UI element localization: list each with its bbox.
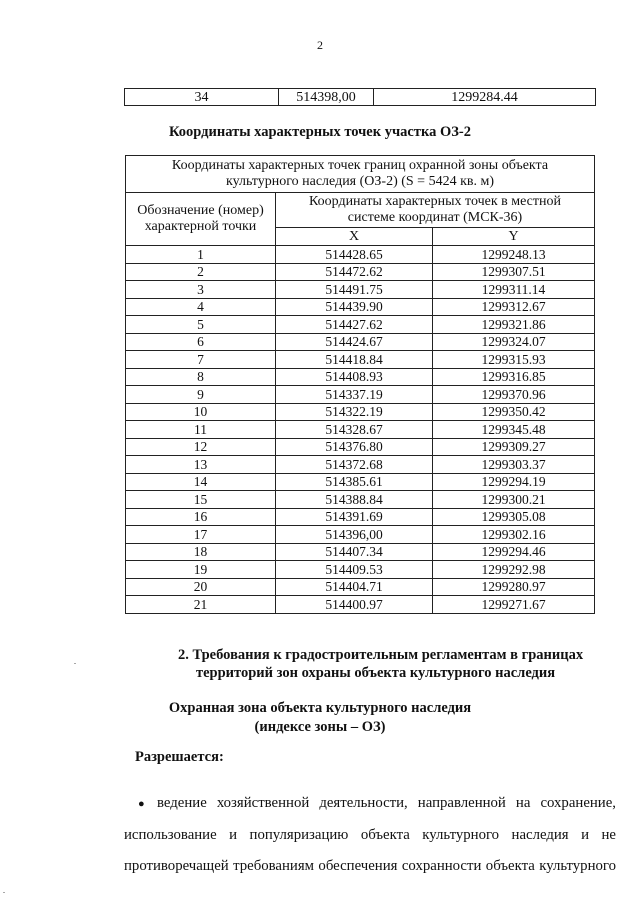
x-coordinate-cell: 514385.61: [276, 473, 433, 491]
table-row: [126, 491, 595, 509]
requirements-heading-line2: территорий зон охраны объекта культурного наследия: [196, 665, 556, 681]
table-row: [126, 351, 595, 369]
table-row: [125, 89, 596, 106]
point-number-cell: 11: [126, 421, 276, 439]
table-caption-row: [126, 156, 595, 193]
allowed-label: Разрешается:: [135, 749, 224, 765]
x-coordinate-cell: 514398,00: [279, 89, 374, 106]
header-line: Координаты характерных точек в местной: [308, 194, 561, 209]
paragraph-line: противоречащей требованиям обеспечения сохранности объекта культурного: [124, 858, 616, 874]
table-row: [126, 281, 595, 299]
point-number-cell: 21: [126, 596, 276, 614]
x-coordinate-cell: 514391.69: [276, 508, 433, 526]
x-coordinate-cell: 514322.19: [276, 403, 433, 421]
zone-title-line2: (индексе зоны – ОЗ): [254, 719, 386, 735]
x-coordinate-cell: 514409.53: [276, 561, 433, 579]
x-coordinate-cell: 514328.67: [276, 421, 433, 439]
header-line: Обозначение (номер): [137, 203, 264, 218]
y-coordinate-cell: 1299292.98: [433, 561, 595, 579]
point-number-cell: 17: [126, 526, 276, 544]
point-number-cell: 8: [126, 368, 276, 386]
y-coordinate-cell: 1299303.37: [433, 456, 595, 474]
table-row: [126, 263, 595, 281]
x-coordinate-cell: 514407.34: [276, 543, 433, 561]
y-coordinate-cell: 1299316.85: [433, 368, 595, 386]
y-coordinate-cell: 1299284.44: [374, 89, 596, 106]
scan-speck: .: [74, 657, 76, 666]
point-number-cell: 2: [126, 263, 276, 281]
table-caption: [126, 156, 595, 193]
table-body: [126, 246, 595, 614]
point-number-cell: 12: [126, 438, 276, 456]
point-number-cell: 1: [126, 246, 276, 264]
table-row: [126, 596, 595, 614]
y-coordinate-cell: 1299345.48: [433, 421, 595, 439]
table-row: [126, 508, 595, 526]
y-coordinate-cell: 1299305.08: [433, 508, 595, 526]
x-coordinate-cell: 514396,00: [276, 526, 433, 544]
x-coordinate-cell: 514424.67: [276, 333, 433, 351]
y-coordinate-cell: 1299271.67: [433, 596, 595, 614]
point-number-cell: 15: [126, 491, 276, 509]
x-coordinate-cell: 514472.62: [276, 263, 433, 281]
y-coordinate-cell: 1299311.14: [433, 281, 595, 299]
table-row: [126, 438, 595, 456]
caption-line: культурного наследия (ОЗ-2) (S = 5424 кв. м): [225, 174, 495, 189]
y-coordinate-cell: 1299307.51: [433, 263, 595, 281]
x-coordinate-cell: 514491.75: [276, 281, 433, 299]
y-coordinate-cell: 1299302.16: [433, 526, 595, 544]
paragraph-text: ведение хозяйственной деятельности, направленной на сохранение,: [157, 795, 616, 811]
page-number: 2: [317, 38, 323, 52]
x-coordinate-cell: 514400.97: [276, 596, 433, 614]
x-coordinate-cell: 514408.93: [276, 368, 433, 386]
x-coordinate-cell: 514428.65: [276, 246, 433, 264]
table-row: [126, 386, 595, 404]
x-coordinate-cell: 514388.84: [276, 491, 433, 509]
table-row: [126, 473, 595, 491]
point-number-cell: 3: [126, 281, 276, 299]
y-coordinate-cell: 1299324.07: [433, 333, 595, 351]
table-row: [126, 578, 595, 596]
x-coordinate-cell: 514427.62: [276, 316, 433, 334]
coordinates-table: [125, 155, 595, 614]
point-number-cell: 18: [126, 543, 276, 561]
requirements-heading-line1: 2. Требования к градостроительным регламентам в границах: [178, 647, 584, 663]
table-row: [126, 561, 595, 579]
scan-speck: .: [3, 886, 5, 895]
x-coordinate-cell: 514439.90: [276, 298, 433, 316]
point-number-cell: 14: [126, 473, 276, 491]
y-coordinate-cell: 1299370.96: [433, 386, 595, 404]
point-designation-header: [126, 193, 276, 246]
x-coordinate-cell: 514418.84: [276, 351, 433, 369]
table-row: [126, 456, 595, 474]
body-paragraph: [124, 788, 616, 882]
table-row: [126, 403, 595, 421]
point-number-cell: 13: [126, 456, 276, 474]
point-number-cell: 19: [126, 561, 276, 579]
y-coordinate-cell: 1299294.46: [433, 543, 595, 561]
y-coordinate-cell: 1299300.21: [433, 491, 595, 509]
header-line: характерной точки: [144, 219, 257, 234]
x-coordinate-cell: 514376.80: [276, 438, 433, 456]
table-row: [126, 526, 595, 544]
y-coordinate-cell: 1299280.97: [433, 578, 595, 596]
bullet-icon: ●: [138, 798, 151, 810]
coordinate-system-header: [276, 193, 595, 228]
point-number-cell: 9: [126, 386, 276, 404]
zone-title-line1: Охранная зона объекта культурного наследия: [168, 700, 472, 716]
table-row: [126, 333, 595, 351]
x-coordinate-cell: 514372.68: [276, 456, 433, 474]
y-header: Y: [433, 228, 595, 246]
table-row: [126, 543, 595, 561]
table-row: [126, 316, 595, 334]
point-number-cell: 10: [126, 403, 276, 421]
table-header-row: [126, 193, 595, 228]
paragraph-line: [124, 788, 616, 820]
header-line: системе координат (МСК-36): [347, 210, 523, 225]
y-coordinate-cell: 1299248.13: [433, 246, 595, 264]
table-row: [126, 246, 595, 264]
section-title: Координаты характерных точек участка ОЗ-2: [169, 124, 471, 140]
paragraph-line: использование и популяризацию объекта культурного наследия и не: [124, 827, 616, 843]
point-number-cell: 4: [126, 298, 276, 316]
continuation-table: [124, 88, 596, 106]
y-coordinate-cell: 1299309.27: [433, 438, 595, 456]
point-number-cell: 5: [126, 316, 276, 334]
y-coordinate-cell: 1299350.42: [433, 403, 595, 421]
point-number-cell: 7: [126, 351, 276, 369]
point-number-cell: 34: [125, 89, 279, 106]
y-coordinate-cell: 1299321.86: [433, 316, 595, 334]
y-coordinate-cell: 1299312.67: [433, 298, 595, 316]
point-number-cell: 6: [126, 333, 276, 351]
table-row: [126, 368, 595, 386]
x-coordinate-cell: 514337.19: [276, 386, 433, 404]
point-number-cell: 20: [126, 578, 276, 596]
y-coordinate-cell: 1299315.93: [433, 351, 595, 369]
x-coordinate-cell: 514404.71: [276, 578, 433, 596]
point-number-cell: 16: [126, 508, 276, 526]
y-coordinate-cell: 1299294.19: [433, 473, 595, 491]
table-row: [126, 298, 595, 316]
table-row: [126, 421, 595, 439]
caption-line: Координаты характерных точек границ охранной зоны объекта: [171, 158, 549, 173]
x-header: X: [276, 228, 433, 246]
